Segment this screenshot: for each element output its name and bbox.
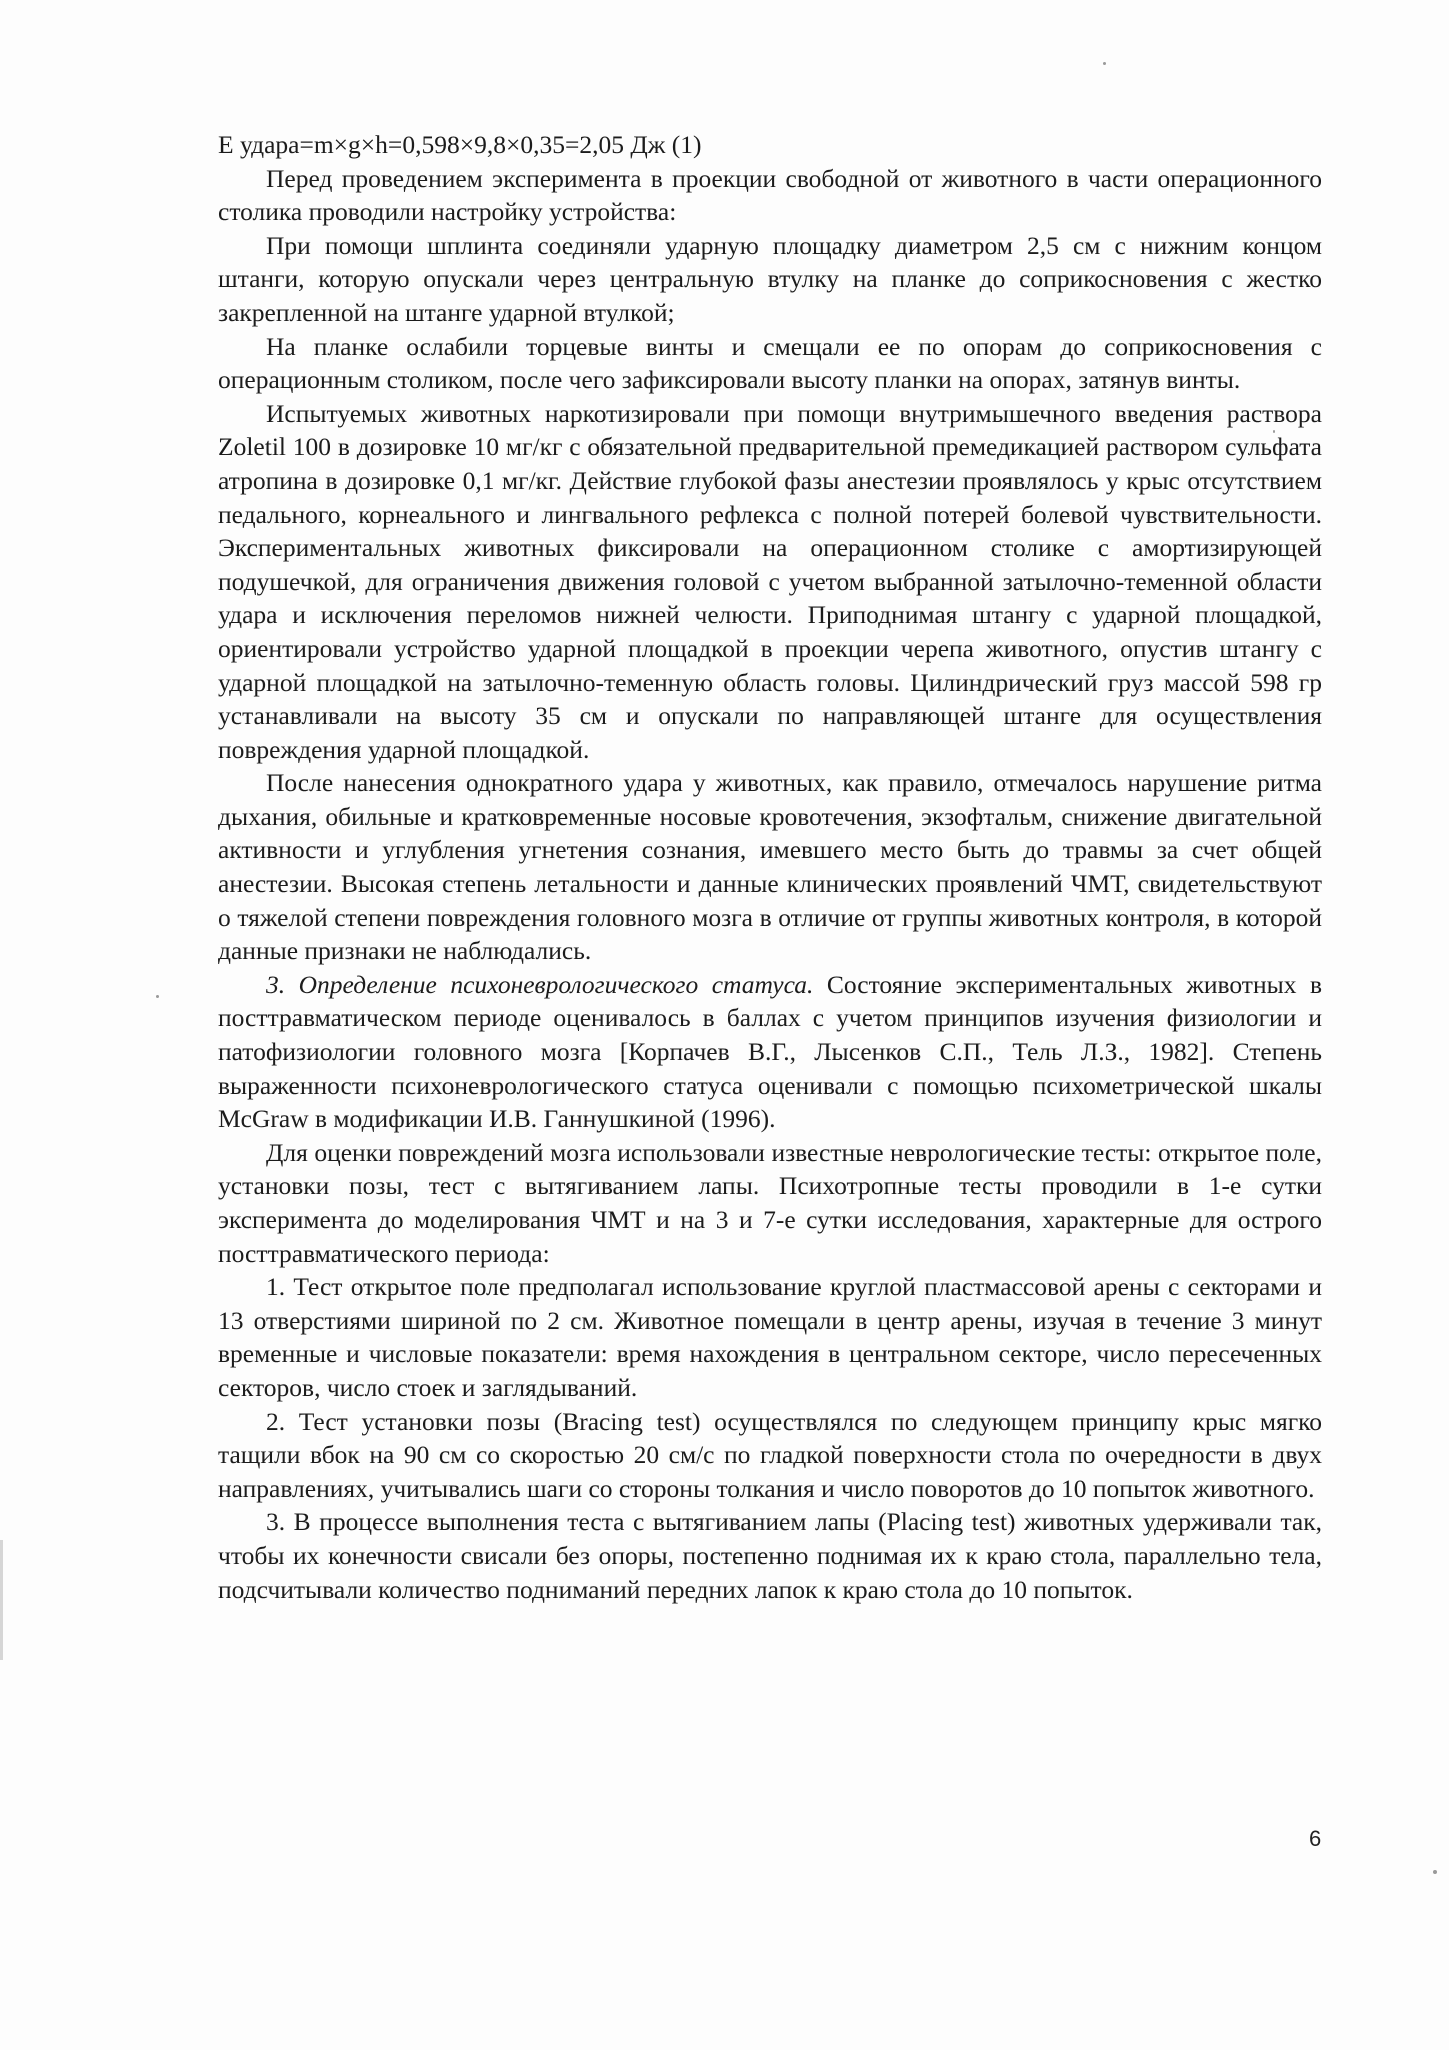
scan-speck [1103, 62, 1106, 65]
paragraph: После нанесения однократного удара у животных, как правило, отмечалось нарушение ритма дыхания, обильные и кратковременные носовые кровотечения, экзофтальм, снижение двигательной активности и углубления угнетения сознания, имевшего место быть до травмы за счет общей анестезии. Высокая степень летальности и данные клинических проявлений ЧМТ, свидетельствуют о тяжелой степени повреждения головного мозга в отличие от группы животных контроля, в которой данные признаки не наблюдались. [218, 768, 1322, 966]
paragraph: При помощи шплинта соединяли ударную площадку диаметром 2,5 см с нижним концом штанги, которую опускали через центральную втулку на планке до соприкосновения с жестко закрепленной на штанге ударной втулкой; [218, 230, 1322, 327]
paragraph: Для оценки повреждений мозга использовали известные неврологические тесты: открытое поле, установки позы, тест с вытягиванием лапы. Психотропные тесты проводили в 1-е сутки эксперимента до моделирования ЧМТ и на 3 и 7-е сутки исследования, характерные для острого посттравматического периода: [218, 1137, 1322, 1268]
paragraph: Испытуемых животных наркотизировали при помощи внутримышечного введения раствора Zoletil 100 в дозировке 10 мг/кг с обязательной предварительной премедикацией раствором сульфата атропина в дозировке 0,1 мг/кг. Действие глубокой фазы анестезии проявлялось у крыс отсутствием педального, корнеального и лингвального рефлекса с полной потерей болевой чувствительности. Экспериментальных животных фиксировали на операционном столике с амортизирующей подушечкой, для ограничения движения головой с учетом выбранной затылочно-теменной области удара и исключения переломов нижней челюсти. Приподнимая штангу с ударной площадкой, ориентировали устройство ударной площадкой в проекции черепа животного, опустив штангу с ударной площадкой на затылочно-теменную область головы. Цилиндрический груз массой 598 гр устанавливали на высоту 35 см и опускали по направляющей штанге для осуществления повреждения ударной площадкой. [218, 398, 1322, 764]
paragraph: На планке ослабили торцевые винты и смещали ее по опорам до соприкосновения с операционным столиком, после чего зафиксировали высоту планки на опорах, затянув винты. [218, 331, 1322, 395]
section-text: Состояние экспериментальных животных в посттравматическом периоде оценивалось в баллах с учетом принципов изучения физиологии и патофизиологии головного мозга [Корпачев В.Г., Лысенков С.П., Тель Л.З., 1982]. Степень выраженности психоневрологического статуса оценивали с помощью психометрической шкалы McGraw в модификации И.В. Ганнушкиной (1996). [218, 969, 1322, 1134]
section-heading: 3. Определение психоневрологического статуса. [266, 969, 814, 999]
section-paragraph [218, 968, 1322, 1136]
scan-speck [1433, 1870, 1437, 1874]
list-item: 3. В процессе выполнения теста с вытягиванием лапы (Placing test) животных удерживали так, чтобы их конечности свисали без опоры, постепенно поднимая их к краю стола, параллельно тела, подсчитывали количество подниманий передних лапок к краю стола до 10 попыток. [218, 1507, 1322, 1604]
scan-edge-mark [0, 1540, 3, 1660]
paragraph: Перед проведением эксперимента в проекции свободной от животного в части операционного столика проводили настройку устройства: [218, 163, 1322, 227]
body-text [218, 128, 1322, 1606]
list-item: 1. Тест открытое поле предполагал использование круглой пластмассовой арены с секторами и 13 отверстиями шириной по 2 см. Животное помещали в центр арены, изучая в течение 3 минут временные и числовые показатели: время нахождения в центральном секторе, число пересеченных секторов, число стоек и заглядываний. [218, 1272, 1322, 1402]
page-number: 6 [1309, 1826, 1322, 1851]
formula-line: Е удара=m×g×h=0,598×9,8×0,35=2,05 Дж (1) [218, 130, 702, 159]
scan-speck [156, 995, 159, 998]
list-item: 2. Тест установки позы (Bracing test) осуществлялся по следующем принципу крыс мягко тащили вбок на 90 см со скоростью 20 см/с по гладкой поверхности стола по очередности в двух направлениях, учитывались шаги со стороны толкания и число поворотов до 10 попыток животного. [218, 1406, 1322, 1503]
